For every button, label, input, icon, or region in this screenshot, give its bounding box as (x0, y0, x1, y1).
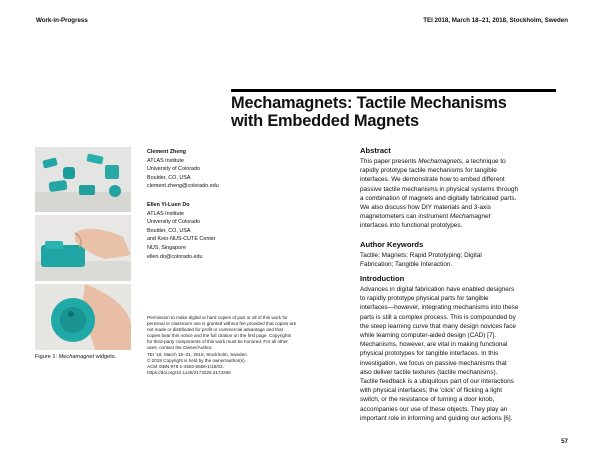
intro-line: with physical interfaces; the 'click' of flicking a light (360, 387, 503, 395)
abstract-line: interfaces. We demonstrate how to embed different (360, 176, 505, 184)
author-affiliation: ATLAS Institute (147, 157, 185, 164)
introduction-heading: Introduction (360, 274, 405, 283)
abstract-line: passive tactile mechanisms in physical systems through (360, 185, 519, 193)
doi-link[interactable]: https://doi.org/10.1145/3173225.3173268 (147, 369, 231, 375)
keywords-heading: Author Keywords (360, 240, 424, 249)
permission-line: uses, contact the Owner/Author. (147, 345, 213, 351)
figure-photo-hand (35, 215, 131, 281)
permission-block (147, 315, 325, 376)
permission-line: © 2018 Copyright is held by the owner/author(s). (147, 357, 246, 363)
caption-prefix: Figure 1: (35, 354, 59, 360)
keywords-line: Fabrication; Tangible Interaction. (360, 261, 453, 269)
author-email: ellen.do@colorado.edu (147, 253, 203, 260)
abstract-line (360, 157, 560, 166)
author-block-1 (147, 148, 327, 191)
intro-line: switch, or the resistance of turning a door knob, (360, 396, 495, 404)
intro-line: while learning computer-aided design (CAD) [7]. (360, 332, 497, 340)
intro-line: investigation, we focus on passive mechanisms that (360, 359, 507, 367)
permission-line: not made or distributed for profit or commercial advantage and that (147, 327, 283, 333)
intro-line: accompanies our use of these objects. They play an (360, 405, 508, 413)
running-header-left: Work-in-Progress (36, 17, 88, 24)
intro-line: the steep learning curve that many design novices face (360, 322, 516, 330)
figure-photo-widgets (35, 147, 131, 212)
running-header-right: TEI 2018, March 18–21, 2018, Stockholm, Sweden (423, 17, 568, 24)
permission-line: for third-party components of this work must be honored. For all other (147, 339, 288, 345)
intro-line: Tactile feedback is a ubiquitous part of our interactions (360, 378, 514, 386)
title-rule (231, 89, 556, 92)
intro-line: parts is still a complex process. This is compounded by (360, 313, 516, 321)
page-number: 57 (561, 438, 568, 445)
figure-caption (35, 354, 116, 360)
italic-run: Mechamagnet (449, 213, 491, 221)
abstract-line: interfaces into functional prototypes. (360, 222, 463, 230)
title-line-2: with Embedded Magnets (231, 112, 419, 130)
intro-line: also deliver tactile textures (tactile mechanisms). (360, 368, 498, 376)
text-run: This paper presents (360, 158, 419, 165)
author-affiliation: Boulder, CO, USA (147, 174, 191, 181)
permission-line: ACM ISBN 978-1-4503-5568-1/18/03. (147, 363, 224, 369)
permission-line: Permission to make digital or hard copies of part or all of this work for (147, 315, 288, 320)
intro-line: Mechanisms, however, are vital in making functional (360, 341, 508, 349)
intro-line: physical prototypes for tangible interfaces. In this (360, 350, 499, 358)
author-affiliation: Boulder, CO, USA (147, 227, 191, 234)
keywords-body (360, 251, 560, 269)
keywords-line: Tactile; Magnets; Rapid Prototyping; Digital (360, 252, 482, 259)
text-run: , a technique to (461, 158, 506, 165)
author-affiliation: ATLAS Institute (147, 210, 185, 217)
abstract-line: We also discuss how DIY materials and 3-axis (360, 204, 491, 212)
author-email: clement.zheng@colorado.edu (147, 183, 219, 190)
figure-photo-knob (35, 284, 131, 350)
author-name: Clement Zheng (147, 149, 186, 155)
author-affiliation: and Keio-NUS-CUTE Center (147, 236, 216, 243)
abstract-line: rapidly prototype tactile mechanisms for tangible (360, 167, 497, 175)
author-name: Ellen Yi-Luen Do (147, 202, 190, 208)
author-affiliation: University of Colorado (147, 166, 201, 173)
abstract-heading: Abstract (360, 146, 391, 155)
permission-line: copies bear this notice and the full citation on the first page. Copyrights (147, 333, 292, 339)
title-line-1: Mechamagnets: Tactile Mechanisms (231, 94, 507, 112)
caption-suffix: widgets. (94, 354, 117, 360)
paper-title (231, 94, 561, 130)
author-affiliation: University of Colorado (147, 219, 201, 226)
italic-run: Mechamagnets (418, 158, 462, 165)
abstract-line (360, 212, 560, 221)
author-block-2 (147, 201, 327, 261)
abstract-line: a combination of magnets and digitally fabricated parts. (360, 194, 517, 202)
permission-line: TEI '18, March 18–21, 2018, Stockholm, Sweden (147, 351, 247, 357)
abstract-body (360, 157, 560, 231)
introduction-body (360, 285, 560, 423)
intro-line: to rapidly prototype physical parts for tangible (360, 295, 489, 303)
intro-line: Advances in digital fabrication have enabled designers (360, 286, 515, 293)
text-run: magnetometers can instrument (360, 213, 450, 221)
permission-line: personal or classroom use is granted without fee provided that copies are (147, 321, 297, 327)
author-affiliation: NUS, Singapore (147, 244, 186, 251)
caption-italic: Mechamagnet (58, 354, 95, 360)
intro-line: important role in informing and guiding our actions [6]. (360, 414, 513, 422)
intro-line: interfaces—however, integrating mechanisms into these (360, 304, 519, 312)
